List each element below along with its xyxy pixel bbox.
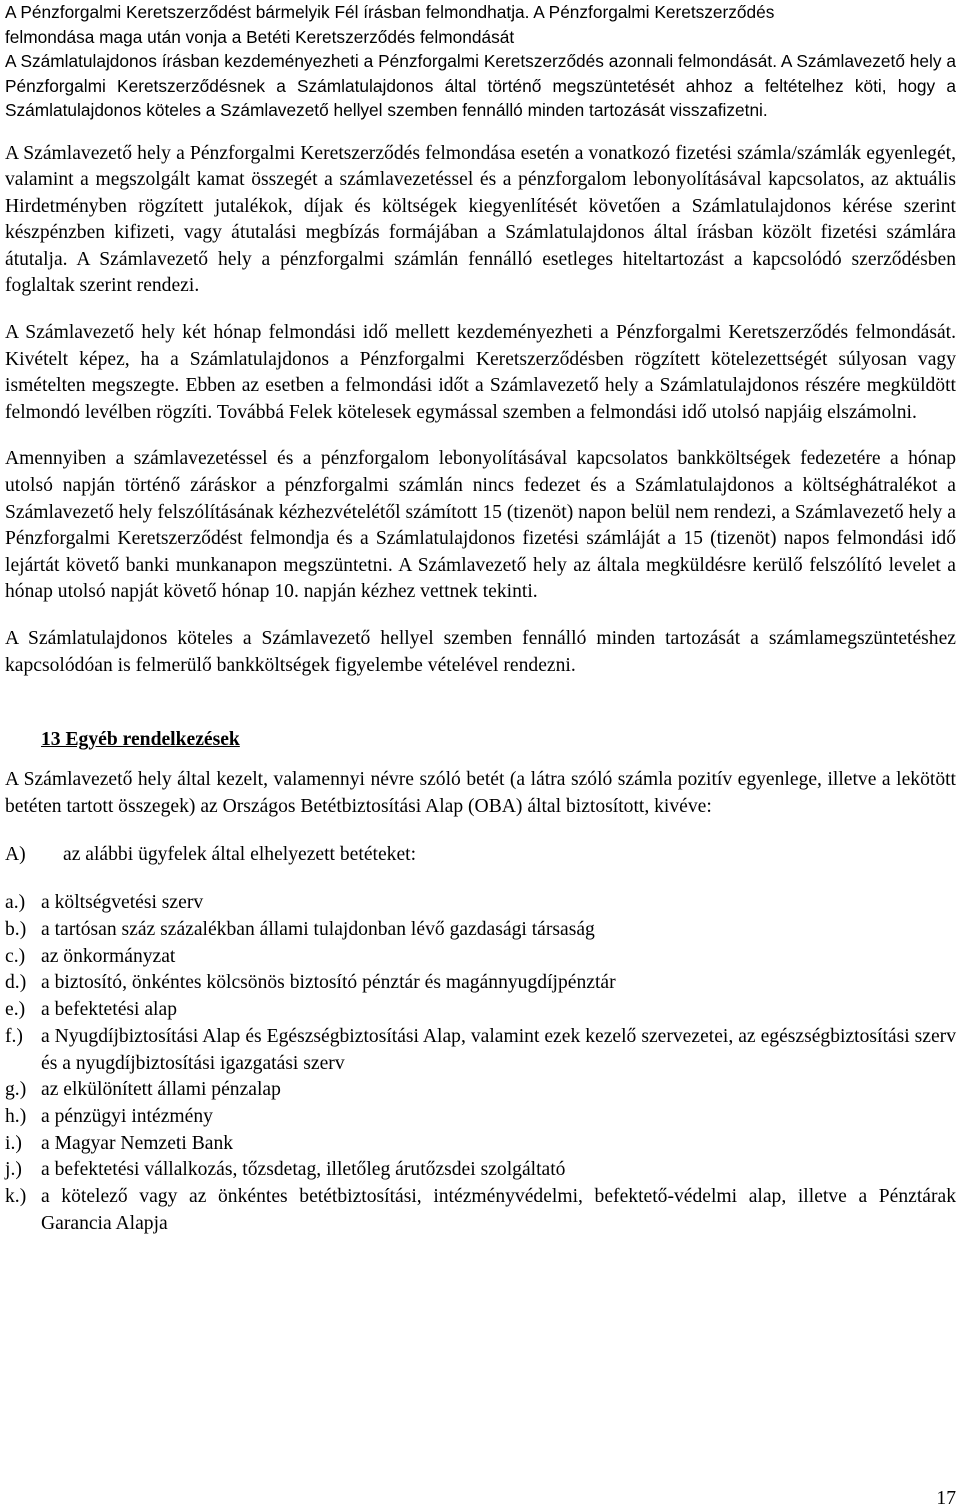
list-item — [5, 1131, 956, 1158]
group-a-text: az alábbi ügyfelek által elhelyezett betéteket: — [63, 844, 417, 866]
paragraph-obligations: A Számlatulajdonos köteles a Számlavezető hellyel szemben fennálló minden tartozását a számlamegszüntetéshez kapcsolódóan is felmerülő bankköltségek figyelembe vételével rendezni. — [5, 628, 956, 676]
list-item — [5, 944, 956, 971]
list-item — [5, 1024, 956, 1077]
list-marker: h.) — [5, 1106, 27, 1127]
list-text: az önkormányzat — [41, 945, 176, 967]
list-text: a kötelező vagy az önkéntes betétbiztosítási, intézményvédelmi, befektető-védelmi alap, illetve a Pénztárak Garancia Alapja — [41, 1186, 956, 1234]
list-marker: c.) — [5, 945, 26, 967]
list-marker: g.) — [5, 1079, 27, 1101]
list-item — [5, 1157, 956, 1184]
top-block — [5, 0, 956, 123]
list-marker: e.) — [5, 999, 26, 1021]
list-text: a biztosító, önkéntes kölcsönös biztosító pénztár és magánnyugdíjpénztár — [41, 972, 616, 994]
list-marker: i.) — [5, 1132, 22, 1154]
page-number: 17 — [936, 1488, 956, 1509]
list-item — [5, 917, 956, 944]
group-a — [5, 842, 956, 868]
list-text: a befektetési alap — [41, 999, 177, 1021]
list-text: a pénzügyi intézmény — [41, 1106, 213, 1127]
list-item — [5, 970, 956, 997]
list-marker: b.) — [5, 919, 27, 941]
list-item — [5, 1077, 956, 1104]
paragraph-notice-period: A Számlavezető hely két hónap felmondási idő mellett kezdeményezheti a Pénzforgalmi Keretszerződés felmondását. Kivételt képez, ha a Számlatulajdonos a Pénzforgalmi Keretszerződésben rögzített kötelezettségét súlyosan vagy ismételten megszegte. Ebben az esetben a felmondási időt a Számlavezető hely a Számlatulajdonos részére megküldött felmondó levélben rögzíti. Továbbá Felek kötelesek egymással szemben a felmondási idő utolsó napjáig elszámolni. — [5, 322, 956, 423]
paragraph-settlement: A Számlavezető hely a Pénzforgalmi Keretszerződés felmondása esetén a vonatkozó fizetési számla/számlák egyenlegét, valamint a megszolgált kamat összegét a számlavezetéssel és a pénzforgalom lebonyolításával kapcsolatos, az aktuális Hirdetményben rögzített jutalékok, díjak és költségek kiegyenlítését követően a Számlatulajdonos kérése szerint készpénzben kifizeti, vagy átutalási megbízás formájában a Számlatulajdonos által írásban közölt fizetési számlára átutalja. A Számlavezető hely a pénzforgalmi számlán fennálló esetleges hiteltartozást a kapcsolódó szerződésben foglaltak szerint rendezi. — [5, 142, 956, 297]
list-item — [5, 890, 956, 917]
top-paragraph: A Számlatulajdonos írásban kezdeményezheti a Pénzforgalmi Keretszerződés azonnali felmondását. A Számlavezető hely a Pénzforgalmi Keretszerződésnek a Számlatulajdonos által történő megszüntetését ahhoz a feltételhez köti, hogy a Számlatulajdonos köteles a Számlavezető hellyel szemben fennálló minden tartozását visszafizetni. — [5, 51, 956, 120]
list-marker: j.) — [5, 1159, 22, 1181]
list-item — [5, 997, 956, 1024]
group-a-label: A) — [5, 844, 26, 866]
list-item — [5, 1104, 956, 1131]
list-item — [5, 1184, 956, 1237]
list-text: a tartósan száz százalékban állami tulajdonban lévő gazdasági társaság — [41, 919, 595, 941]
list-marker: a.) — [5, 892, 26, 914]
top-line-2: felmondása maga után vonja a Betéti Keretszerződés felmondását — [5, 26, 515, 47]
exception-list — [5, 890, 956, 1237]
section-heading: 13 Egyéb rendelkezések — [41, 729, 240, 751]
list-text: a befektetési vállalkozás, tőzsdetag, illetőleg árutőzsdei szolgáltató — [41, 1159, 566, 1181]
section-intro: A Számlavezető hely által kezelt, valamennyi névre szóló betét (a látra szóló számla pozitív egyenlege, illetve a lekötött betéten tartott összegek) az Országos Betétbiztosítási Alap (OBA) által biztosított, kivéve: — [5, 769, 956, 817]
list-marker: k.) — [5, 1186, 27, 1208]
list-text: a Magyar Nemzeti Bank — [41, 1132, 234, 1154]
list-marker: f.) — [5, 1025, 23, 1047]
list-text: a költségvetési szerv — [41, 892, 204, 914]
top-line-1: A Pénzforgalmi Keretszerződést bármelyik Fél írásban felmondhatja. A Pénzforgalmi Keretszerződés — [5, 2, 775, 22]
list-text: a Nyugdíjbiztosítási Alap és Egészségbiztosítási Alap, valamint ezek kezelő szervezetei, az egészségbiztosítási szerv és a nyugdíjbiztosítási igazgatási szerv — [41, 1025, 956, 1074]
paragraph-bank-costs: Amennyiben a számlavezetéssel és a pénzforgalom lebonyolításával kapcsolatos bankköltségek fedezetére a hónap utolsó napján történő záráskor a pénzforgalmi számlán nincs fedezet és a Számlatulajdonos a költséghátralékot a Számlavezető hely felszólításának kézhezvételétől számított 15 (tizenöt) napon belül nem rendezi, a Számlavezető hely a Pénzforgalmi Keretszerződést felmondja és a Számlatulajdonos fizetési számláját a 15 (tizenöt) napos felmondási idő lejártát követő banki munkanapon megszüntetni. A Számlavezető hely az általa megküldésre kerülő felszólító levelet a hónap utolsó napját követő hónap 10. napján kézhez vettnek tekinti. — [5, 448, 956, 603]
list-marker: d.) — [5, 972, 27, 994]
list-text: az elkülönített állami pénzalap — [41, 1079, 281, 1101]
